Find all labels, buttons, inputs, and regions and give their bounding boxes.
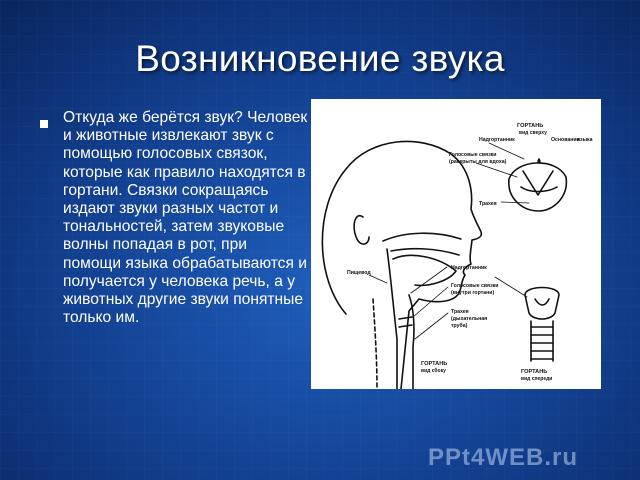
label-vocal-mid: Голосовые связки bbox=[451, 283, 499, 289]
label-esophagus: Пищевод bbox=[347, 270, 371, 276]
label-vocal-top: Голосовые связки bbox=[449, 152, 497, 158]
ear-outline bbox=[354, 216, 369, 244]
bullet-marker bbox=[40, 120, 48, 128]
palate bbox=[391, 249, 459, 255]
watermark-logo: PPt4WEB.ru bbox=[428, 444, 579, 471]
body-text: Откуда же берётся звук? Человек и животные извлекают звук с помощью голосовых связок, которые как правило находятся в гортани. Связки сокращаясь издают звуки разных частот и тональностей, затем звуковые волны попадая в рот, при помощи языка обрабатываются и получается у человека речь, а у животных другие звуки понятные только им. bbox=[63, 109, 308, 327]
pharynx bbox=[387, 249, 397, 389]
label-tongue-base: Основание bbox=[551, 137, 580, 143]
label-trachea-bot-3: труба) bbox=[451, 323, 468, 329]
label-larynx-side-sub: вид сбоку bbox=[421, 368, 446, 374]
vocal-fold-side bbox=[399, 317, 412, 327]
label-trachea-bot-2: (дыхательная bbox=[451, 316, 488, 322]
tongue bbox=[393, 255, 456, 285]
nasal-cavity bbox=[383, 233, 461, 241]
label-vocal-top-sub: (раскрыты для вдоха) bbox=[449, 159, 507, 165]
label-larynx-front-sub: вид спереди bbox=[521, 376, 553, 382]
label-trachea-top: Трахея bbox=[479, 201, 497, 207]
label-larynx-top: ГОРТАНЬ bbox=[517, 123, 544, 129]
larynx-diagram bbox=[311, 99, 601, 389]
larynx-front-view bbox=[525, 288, 559, 320]
larynx-illustration bbox=[311, 99, 601, 389]
label-trachea-bot: Трахея bbox=[451, 309, 469, 315]
label-epiglottis-top: Надгортанник bbox=[479, 137, 515, 143]
label-larynx-top-sub: вид сверху bbox=[519, 130, 547, 136]
label-epiglottis-mid: Надгортанник bbox=[451, 265, 487, 271]
label-tongue-base-2: языка bbox=[577, 137, 593, 143]
spine bbox=[373, 299, 377, 389]
label-vocal-mid-sub: (внутри гортани) bbox=[451, 290, 495, 296]
slide-title: Возникновение звука bbox=[135, 38, 505, 79]
label-larynx-side: ГОРТАНЬ bbox=[421, 361, 448, 367]
label-larynx-front: ГОРТАНЬ bbox=[521, 369, 548, 375]
